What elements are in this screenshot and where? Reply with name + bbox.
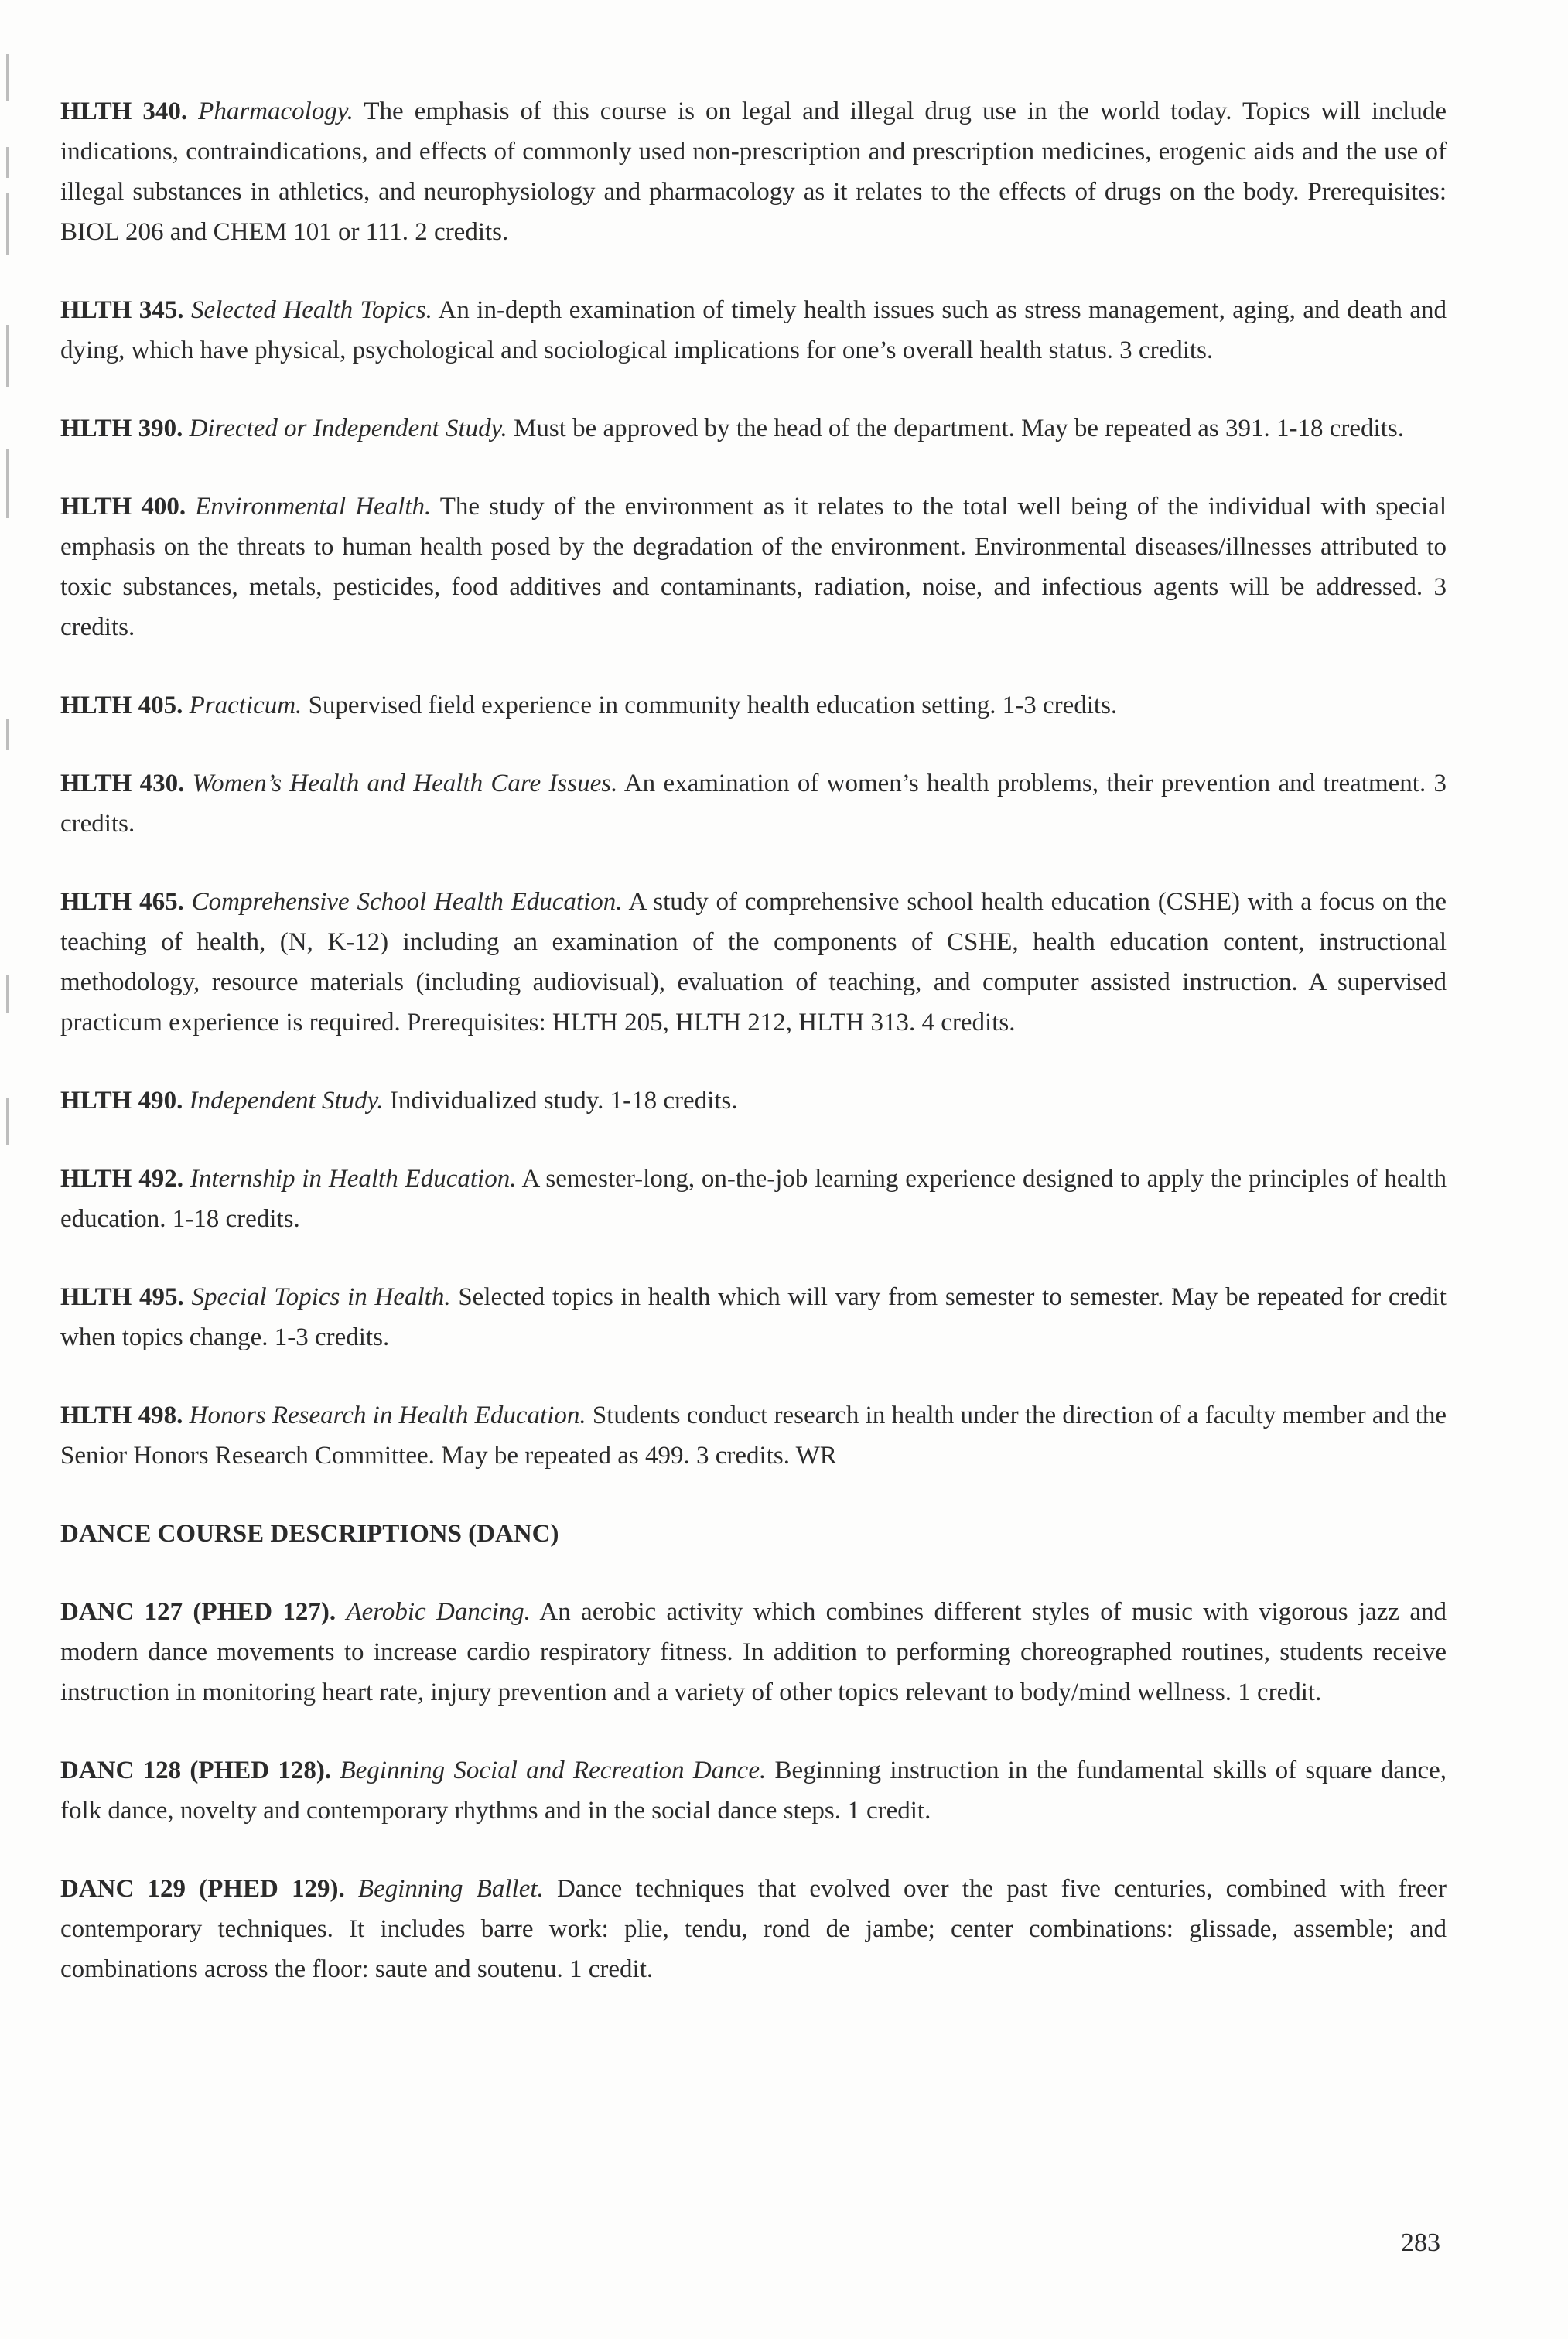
course-code: HLTH 465.: [60, 888, 184, 916]
scan-edge-mark: [6, 325, 9, 387]
course-entry: [60, 290, 1447, 370]
course-description: An examination of women’s health problems, their prevention and treatment. 3 credits.: [60, 770, 1447, 838]
course-code: DANC 128 (PHED 128).: [60, 1757, 332, 1784]
course-description: Students conduct research in health under the direction of a faculty member and the Senior Honors Research Committee. May be repeated as 499. 3 credits. WR: [60, 1402, 1447, 1470]
course-code: HLTH 492.: [60, 1165, 183, 1193]
course-code: HLTH 345.: [60, 296, 184, 324]
course-description: Dance techniques that evolved over the past five centuries, combined with freer contemporary techniques. It includes barre work: plie, tendu, rond de jambe; center combinations: glissade, assemble; and combinations across the floor: saute and soutenu. 1 credit.: [60, 1875, 1447, 1983]
course-title: Selected Health Topics.: [190, 296, 432, 324]
course-code: DANC 129 (PHED 129).: [60, 1875, 345, 1903]
course-code: HLTH 340.: [60, 97, 188, 125]
course-description: Supervised field experience in community health education setting. 1-3 credits.: [308, 691, 1118, 719]
course-entry: [60, 1277, 1447, 1357]
scan-edge-mark: [6, 449, 9, 518]
course-entry: [60, 1750, 1447, 1831]
course-description: A study of comprehensive school health education (CSHE) with a focus on the teaching of health, (N, K-12) including an examination of the components of CSHE, health education content, instructional methodology, resource materials (including audiovisual), evaluation of teaching, and computer assisted instruction. A supervised practicum experience is required. Prerequisites: HLTH 205, HLTH 212, HLTH 313. 4 credits.: [60, 888, 1447, 1036]
course-code: HLTH 490.: [60, 1087, 183, 1115]
course-description: An in-depth examination of timely health issues such as stress management, aging, and death and dying, which have physical, psychological and sociological implications for one’s overall health status. 3 credits.: [60, 296, 1447, 364]
course-entry: [60, 763, 1447, 844]
course-description: An aerobic activity which combines different styles of music with vigorous jazz and modern dance movements to increase cardio respiratory fitness. In addition to performing choreographed routines, students receive instruction in monitoring heart rate, injury prevention and a variety of other topics relevant to body/mind wellness. 1 credit.: [60, 1598, 1447, 1706]
course-title: Women’s Health and Health Care Issues.: [192, 770, 618, 797]
course-entry: [60, 487, 1447, 647]
course-title: Beginning Ballet.: [357, 1875, 544, 1903]
course-title: Directed or Independent Study.: [189, 415, 507, 442]
course-entry: [60, 1869, 1447, 1989]
course-description: Selected topics in health which will vary from semester to semester. May be repeated for credit when topics change. 1-3 credits.: [60, 1283, 1447, 1351]
course-entry: [60, 1592, 1447, 1712]
course-entry: [60, 91, 1447, 252]
course-code: HLTH 495.: [60, 1283, 184, 1311]
course-title: Internship in Health Education.: [190, 1165, 517, 1193]
course-descriptions: [60, 91, 1447, 2027]
scan-edge-mark: [6, 975, 9, 1013]
scan-edge-mark: [6, 54, 9, 101]
course-description: The study of the environment as it relates to the total well being of the individual with special emphasis on the threats to human health posed by the degradation of the environment. Environmental diseases/illnesses attributed to toxic substances, metals, pesticides, food additives and contaminants, radiation, noise, and infectious agents will be addressed. 3 credits.: [60, 493, 1447, 641]
course-code: HLTH 400.: [60, 493, 186, 521]
course-entry: [60, 1159, 1447, 1239]
course-title: Practicum.: [189, 691, 302, 719]
course-title: Special Topics in Health.: [191, 1283, 451, 1311]
course-code: HLTH 498.: [60, 1402, 183, 1429]
course-code: HLTH 430.: [60, 770, 185, 797]
course-code: HLTH 390.: [60, 415, 183, 442]
course-title: Honors Research in Health Education.: [189, 1402, 586, 1429]
course-entry: [60, 1081, 1447, 1121]
course-title: Pharmacology.: [198, 97, 354, 125]
course-description: Beginning instruction in the fundamental skills of square dance, folk dance, novelty and contemporary rhythms and in the social dance steps. 1 credit.: [60, 1757, 1447, 1825]
scan-edge-mark: [6, 719, 9, 750]
course-code: HLTH 405.: [60, 691, 183, 719]
page-number: 283: [1401, 2228, 1440, 2257]
course-title: Comprehensive School Health Education.: [191, 888, 623, 916]
course-description: A semester-long, on-the-job learning experience designed to apply the principles of health education. 1-18 credits.: [60, 1165, 1447, 1233]
course-description: Must be approved by the head of the department. May be repeated as 391. 1-18 credits.: [514, 415, 1404, 442]
scan-edge-mark: [6, 147, 9, 178]
scan-edge-mark: [6, 1098, 9, 1145]
course-title: Independent Study.: [189, 1087, 384, 1115]
course-title: Environmental Health.: [195, 493, 432, 521]
course-code: DANC 127 (PHED 127).: [60, 1598, 336, 1626]
course-entry: [60, 1395, 1447, 1476]
course-title: Beginning Social and Recreation Dance.: [340, 1757, 767, 1784]
scan-edge-mark: [6, 193, 9, 255]
course-title: Aerobic Dancing.: [346, 1598, 531, 1626]
course-description: Individualized study. 1-18 credits.: [389, 1087, 738, 1115]
section-heading: DANCE COURSE DESCRIPTIONS (DANC): [60, 1520, 559, 1548]
course-entry: [60, 882, 1447, 1043]
course-entry: [60, 685, 1447, 726]
course-entry: [60, 408, 1447, 449]
course-description: The emphasis of this course is on legal and illegal drug use in the world today. Topics will include indications, contraindications, and effects of commonly used non-prescription and prescription medicines, erogenic aids and the use of illegal substances in athletics, and neurophysiology and pharmacology as it relates to the effects of drugs on the body. Prerequisites: BIOL 206 and CHEM 101 or 111. 2 credits.: [60, 97, 1447, 246]
